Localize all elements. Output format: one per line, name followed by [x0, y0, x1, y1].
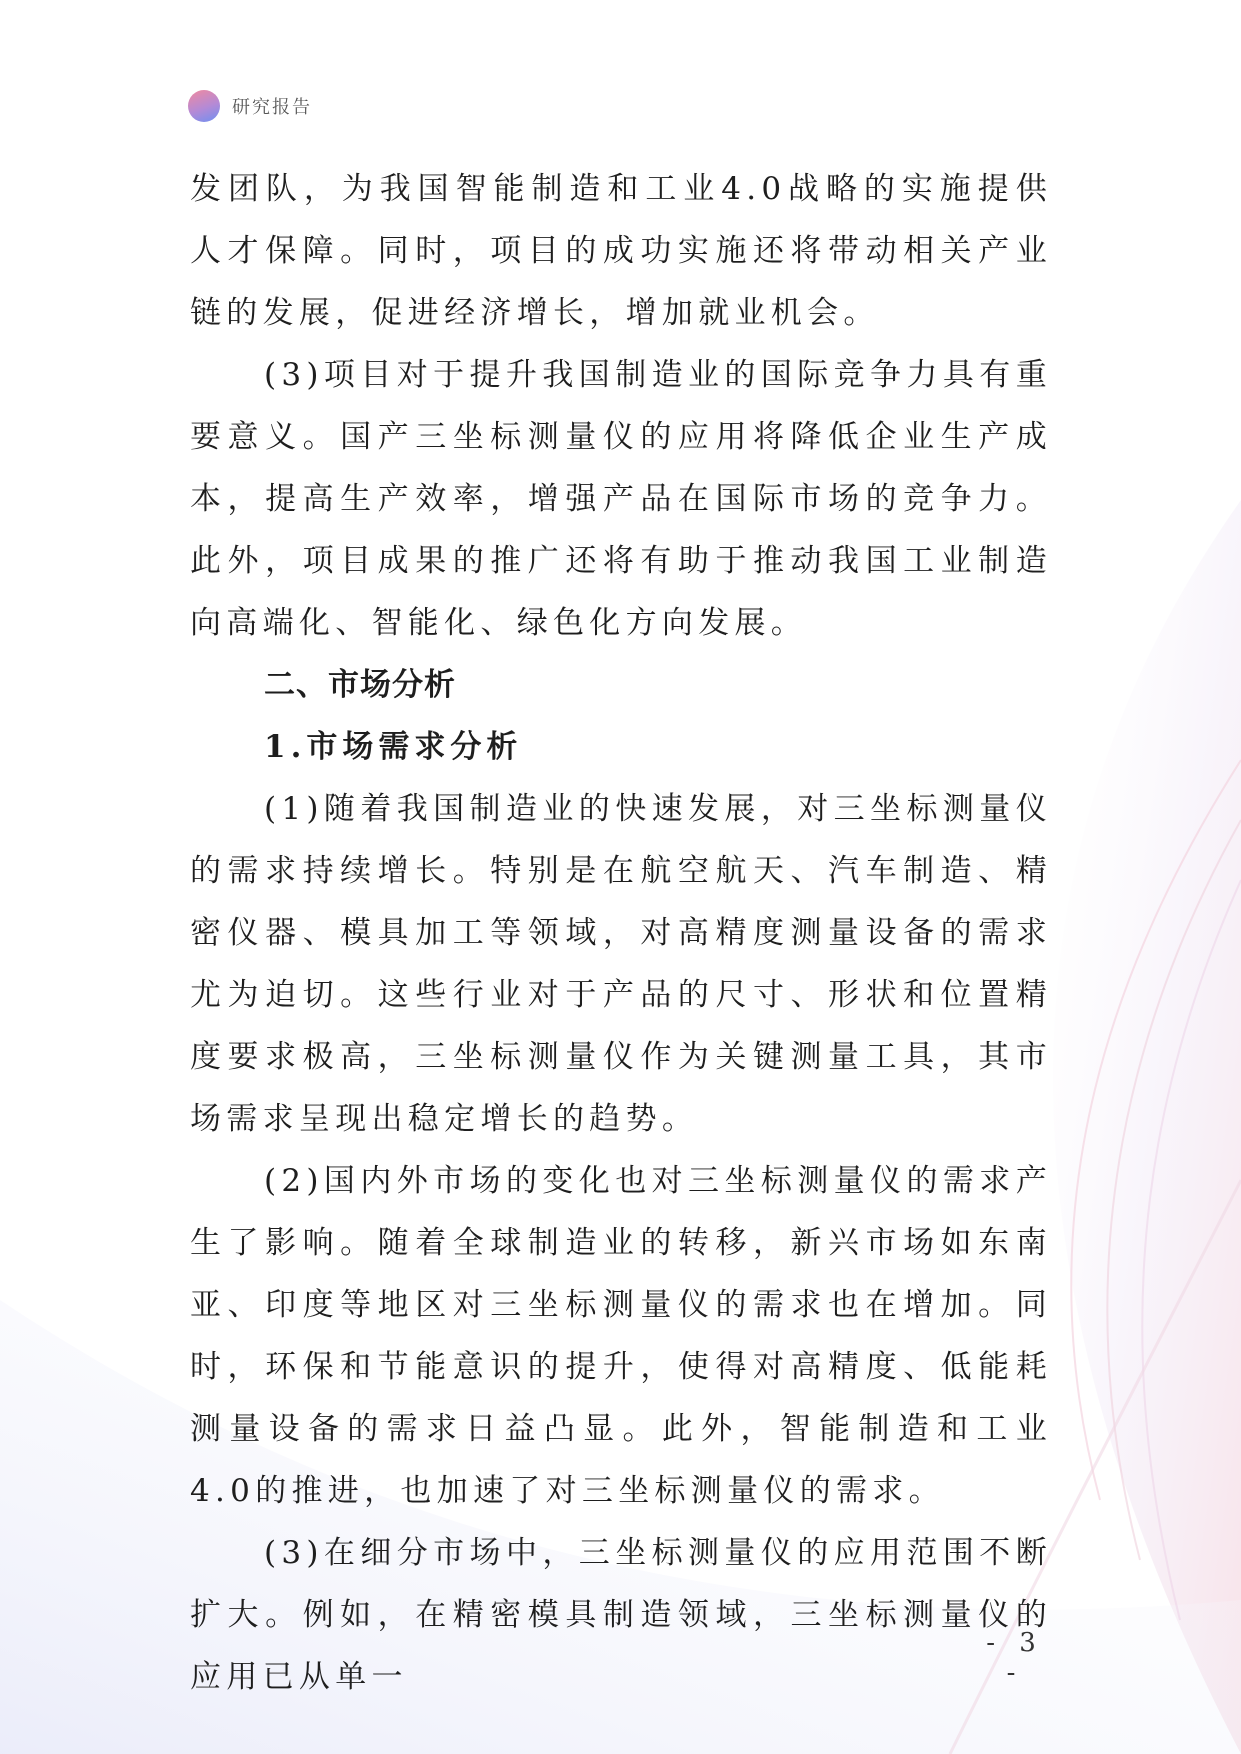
- page-header: [188, 88, 312, 124]
- paragraph-3-importance: (3)项目对于提升我国制造业的国际竞争力具有重要意义。国产三坐标测量仪的应用将降低企业生产成本，提高生产效率，增强产品在国际市场的竞争力。此外，项目成果的推广还将有助于推动我国工业制造向高端化、智能化、绿色化方向发展。: [190, 357, 1052, 641]
- logo-circle-icon: [188, 90, 220, 122]
- page-number: - 3 -: [986, 1628, 1044, 1688]
- document-body: [190, 158, 1052, 1708]
- paragraph-demand-2: (2)国内外市场的变化也对三坐标测量仪的需求产生了影响。随着全球制造业的转移，新兴市场如东南亚、印度等地区对三坐标测量仪的需求也在增加。同时，环保和节能意识的提升，使得对高精度、低能耗测量设备的需求日益凸显。此外，智能制造和工业4.0的推进，也加速了对三坐标测量仪的需求。: [190, 1163, 1052, 1509]
- section-heading-market-analysis: 二、市场分析: [264, 667, 456, 703]
- header-title: 研究报告: [232, 97, 312, 118]
- subsection-heading-market-demand: 1.市场需求分析: [264, 729, 523, 765]
- paragraph-demand-1: (1)随着我国制造业的快速发展，对三坐标测量仪的需求持续增长。特别是在航空航天、汽车制造、精密仪器、模具加工等领域，对高精度测量设备的需求尤为迫切。这些行业对于产品的尺寸、形状和位置精度要求极高，三坐标测量仪作为关键测量工具，其市场需求呈现出稳定增长的趋势。: [190, 791, 1052, 1137]
- paragraph-continuation: 发团队，为我国智能制造和工业4.0战略的实施提供人才保障。同时，项目的成功实施还将带动相关产业链的发展，促进经济增长，增加就业机会。: [190, 171, 1052, 331]
- paragraph-demand-3: (3)在细分市场中，三坐标测量仪的应用范围不断扩大。例如，在精密模具制造领域，三坐标测量仪的应用已从单一: [190, 1535, 1052, 1695]
